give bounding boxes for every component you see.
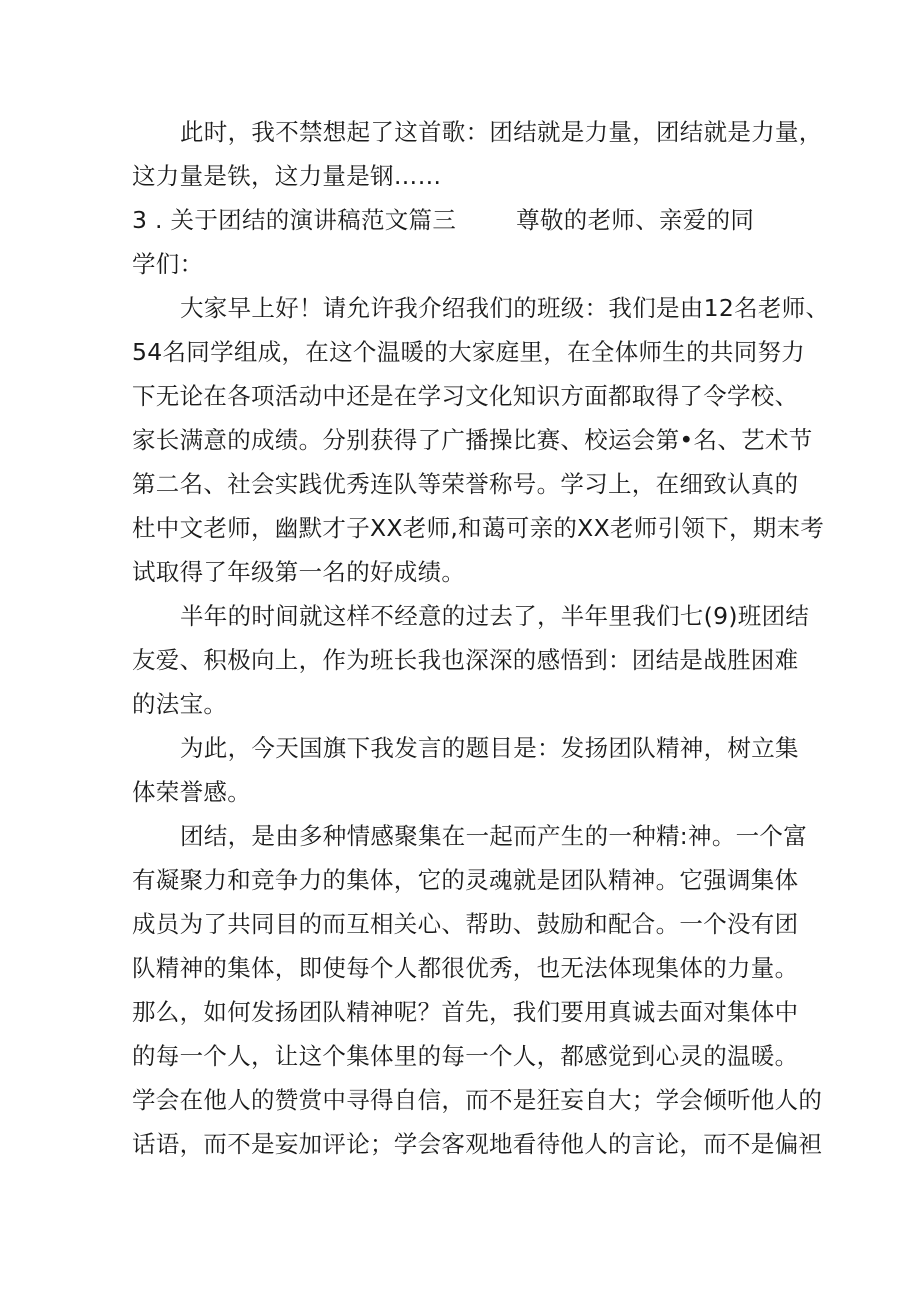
salutation-start: 尊敬的老师、亲爱的同 [516, 206, 755, 234]
paragraph-line: 的每一个人，让这个集体里的每一个人，都感觉到心灵的温暖。 [132, 1042, 799, 1070]
paragraph-line: 54名同学组成，在这个温暖的大家庭里，在全体师生的共同努力 [132, 338, 806, 366]
paragraph-line: 团结，是由多种情感聚集在一起而产生的一种精:神。一个富 [180, 822, 808, 850]
paragraph-line: 下无论在各项活动中还是在学习文化知识方面都取得了令学校、 [132, 382, 799, 410]
paragraph-line: 学们： [132, 250, 204, 278]
paragraph-line: 学会在他人的赞赏中寻得自信，而不是狂妄自大；学会倾听他人的 [132, 1086, 823, 1114]
paragraph-line: 队精神的集体，即使每个人都很优秀，也无法体现集体的力量。 [132, 954, 799, 982]
paragraph-line: 的法宝。 [132, 690, 228, 718]
paragraph-line: 这力量是铁，这力量是钢…… [132, 162, 442, 190]
paragraph-line: 试取得了年级第一名的好成绩。 [132, 558, 466, 586]
section-heading: 3 . 关于团结的演讲稿范文篇三 [132, 206, 457, 234]
paragraph-line: 有凝聚力和竞争力的集体，它的灵魂就是团队精神。它强调集体 [132, 866, 799, 894]
section-heading-line [132, 204, 754, 236]
paragraph-line: 第二名、社会实践优秀连队等荣誉称号。学习上，在细致认真的 [132, 470, 799, 498]
paragraph-line: 友爱、积极向上，作为班长我也深深的感悟到：团结是战胜困难 [132, 646, 799, 674]
paragraph-line: 杜中文老师，幽默才子XX老师,和蔼可亲的XX老师引领下，期末考 [132, 514, 825, 542]
paragraph-line: 那么，如何发扬团队精神呢？首先，我们要用真诚去面对集体中 [132, 998, 799, 1026]
paragraph-line: 成员为了共同目的而互相关心、帮助、鼓励和配合。一个没有团 [132, 910, 799, 938]
paragraph-line: 体荣誉感。 [132, 778, 251, 806]
paragraph-line: 家长满意的成绩。分别获得了广播操比赛、校运会第•名、艺术节 [132, 426, 813, 454]
paragraph-line: 大家早上好！请允许我介绍我们的班级：我们是由12名老师、 [180, 294, 830, 322]
paragraph-line: 话语，而不是妄加评论；学会客观地看待他人的言论，而不是偏袒 [132, 1130, 823, 1158]
paragraph-line: 此时，我不禁想起了这首歌：团结就是力量，团结就是力量， [180, 118, 823, 146]
paragraph-line: 半年的时间就这样不经意的过去了，半年里我们七(9)班团结 [180, 602, 810, 630]
paragraph-line: 为此，今天国旗下我发言的题目是：发扬团队精神，树立集 [180, 734, 799, 762]
